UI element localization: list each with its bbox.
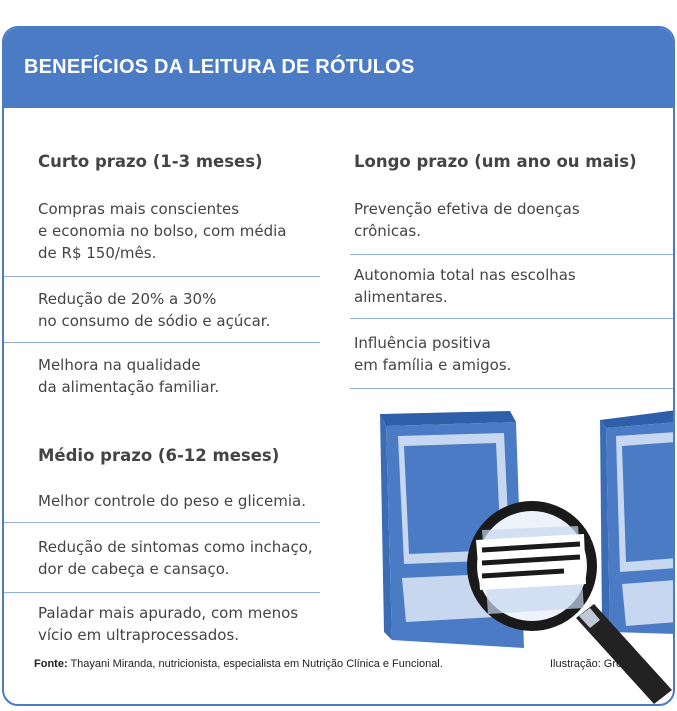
long-term-heading: Longo prazo (um ano ou mais) xyxy=(354,152,637,171)
illustration-credit: Ilustração: Greg xyxy=(550,658,629,670)
medium-term-item-1: Melhor controle do peso e glicemia. xyxy=(38,492,306,510)
long-term-item-2: Autonomia total nas escolhas alimentares. xyxy=(354,266,576,306)
short-term-item-3: Melhora na qualidade da alimentação familiar. xyxy=(38,356,220,396)
medium-term-item-2: Redução de sintomas como inchaço, dor de cabeça e cansaço. xyxy=(38,538,313,578)
short-term-item-1: Compras mais conscientes e economia no bolso, com média de R$ 150/mês. xyxy=(38,200,287,262)
page-title: BENEFÍCIOS DA LEITURA DE RÓTULOS xyxy=(24,56,415,78)
long-term-item-3: Influência positiva em família e amigos. xyxy=(354,334,512,374)
food-box-icon xyxy=(600,410,675,634)
short-term-item-2: Redução de 20% a 30% no consumo de sódio e açúcar. xyxy=(38,290,271,330)
long-term-item-1: Prevenção efetiva de doenças crônicas. xyxy=(354,200,580,240)
medium-term-item-3: Paladar mais apurado, com menos vício em ultraprocessados. xyxy=(38,604,299,644)
label-reading-illustration xyxy=(4,28,675,706)
medium-term-heading: Médio prazo (6-12 meses) xyxy=(38,446,280,465)
infographic-card xyxy=(2,26,675,706)
short-term-heading: Curto prazo (1-3 meses) xyxy=(38,152,263,171)
source-note: Fonte: Thayani Miranda, nutricionista, especialista em Nutrição Clínica e Funcional. xyxy=(34,658,443,670)
